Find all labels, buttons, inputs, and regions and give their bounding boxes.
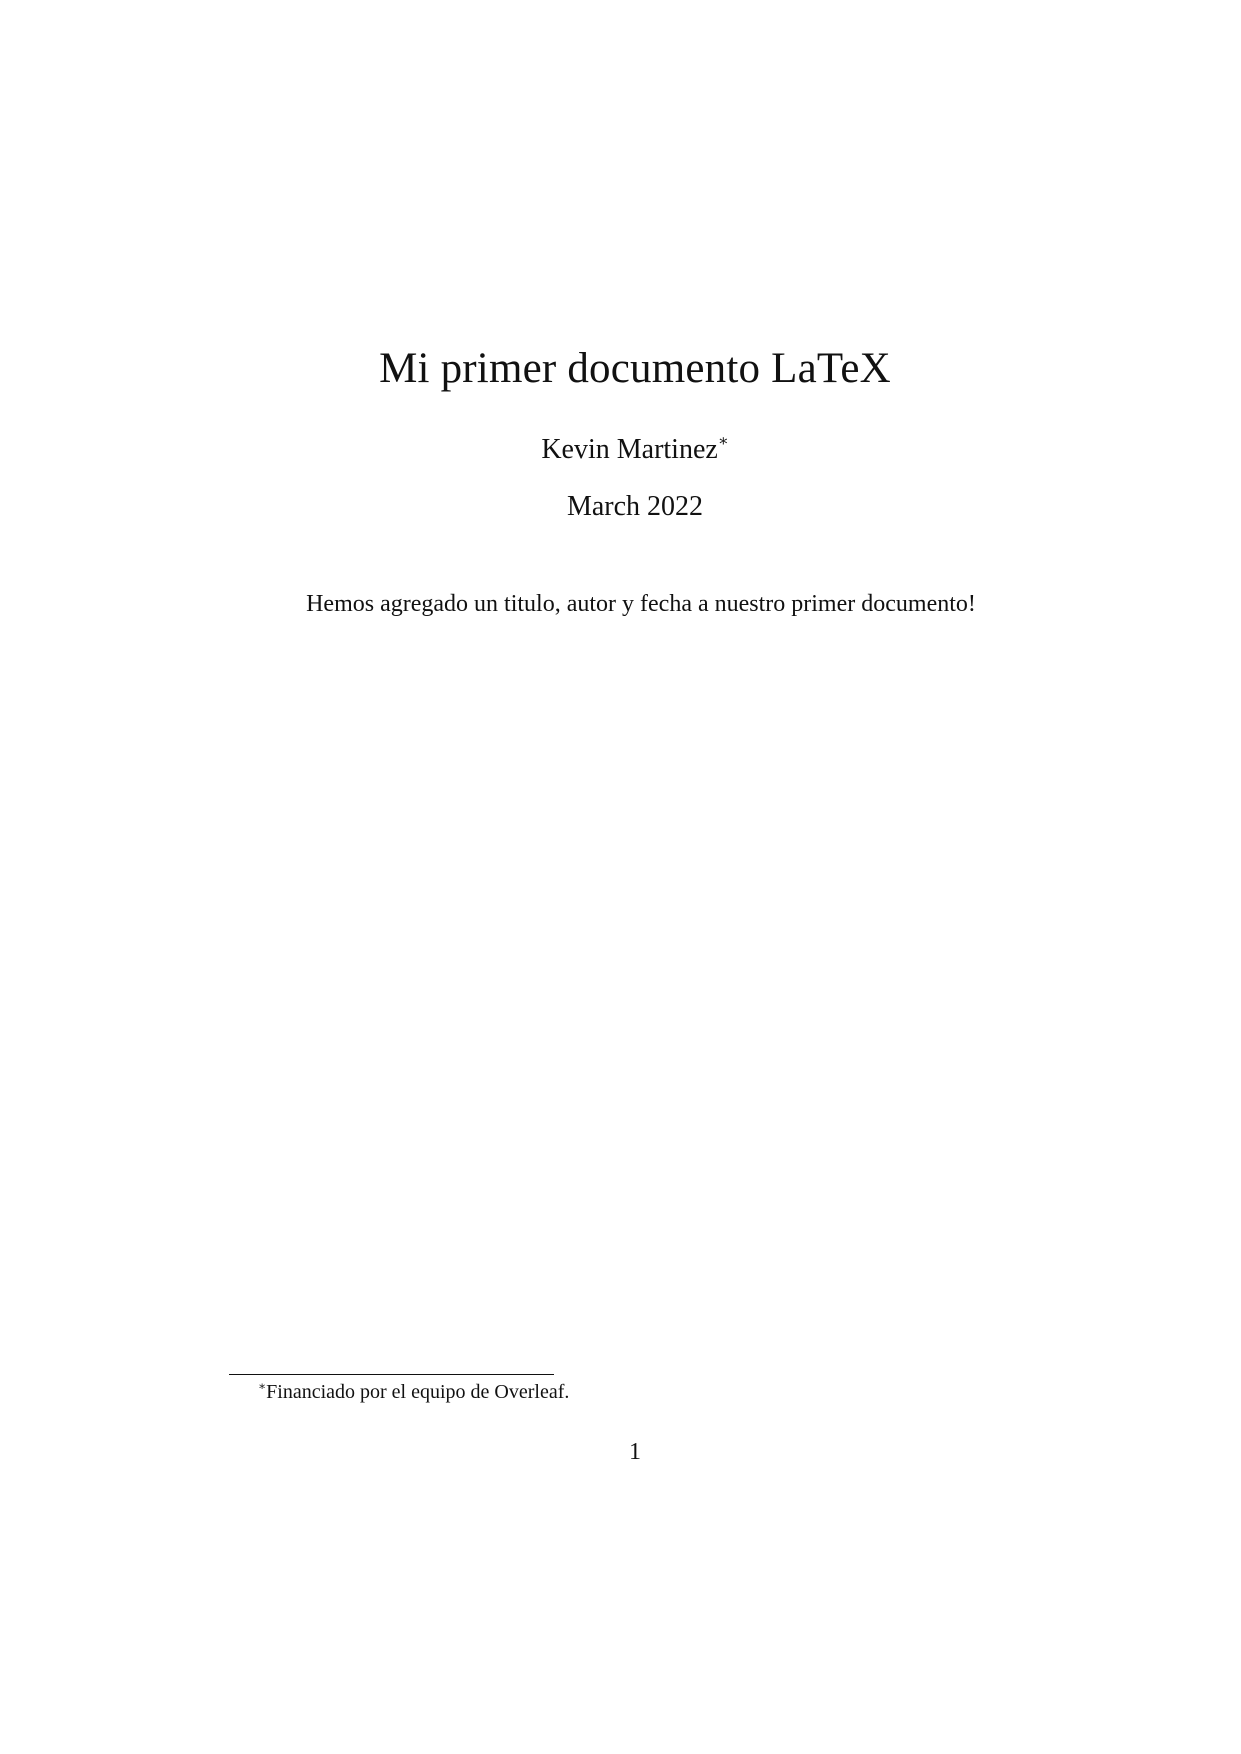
footnote-rule [229, 1374, 554, 1375]
document-title: Mi primer documento LaTeX [379, 345, 891, 392]
page-number: 1 [629, 1439, 641, 1465]
footnote [258, 1380, 569, 1404]
footnote-mark: ∗ [258, 1379, 267, 1393]
author-name: Kevin Martinez [541, 434, 718, 465]
body-paragraph: Hemos agregado un titulo, autor y fecha a nuestro primer documento! [306, 591, 976, 617]
author-footnote-mark: ∗ [717, 433, 729, 450]
document-date: March 2022 [566, 491, 704, 522]
document-author [0, 433, 1241, 467]
footnote-text: Financiado por el equipo de Overleaf. [266, 1381, 570, 1403]
